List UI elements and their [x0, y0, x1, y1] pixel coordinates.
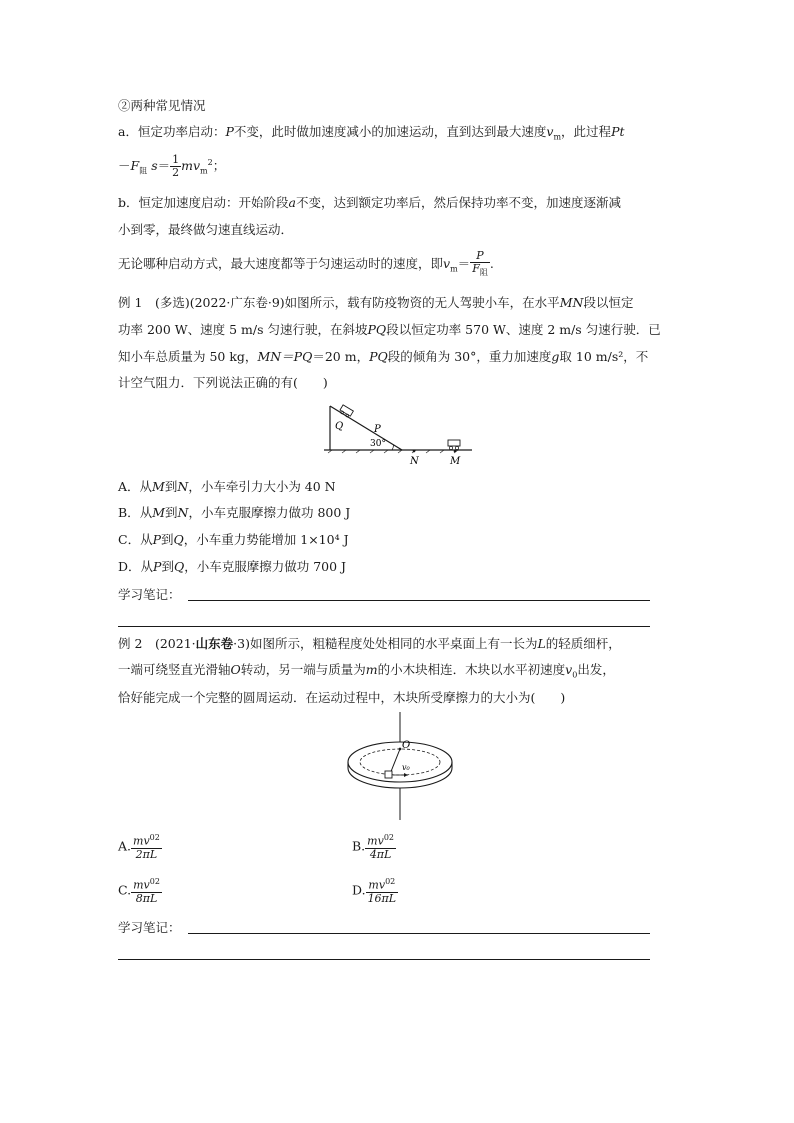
notes-rule [188, 933, 650, 934]
label-Q: Q [335, 421, 344, 432]
example1-line3: 知小车总质量为 50 kg，MN＝PQ＝20 m，PQ段的倾角为 30°，重力加速度g取 10 m/s²，不 [118, 349, 649, 364]
example1-line1: 例 1 (多选)(2022·广东卷·9)如图所示，载有防疫物资的无人驾驶小车，在水平MN段以恒定 [118, 295, 634, 310]
option-a: A. $\frac{mv^{02}}{2\pi L}$ [118, 833, 160, 861]
notes-rule [118, 959, 650, 960]
item-b-line1: b．恒定加速度启动：开始阶段a不变，达到额定功率后，然后保持功率不变，加速度逐渐减 [118, 195, 621, 210]
example2-notes-label: 学习笔记： [118, 920, 181, 935]
label-O: O [402, 740, 411, 751]
label-angle: 30° [370, 439, 386, 449]
answer-fraction: $\frac{mv^{02}}{8\pi L}$ [133, 877, 160, 905]
item-a-line1: a．恒定功率启动：P不变，此时做加速度减小的加速运动，直到达到最大速度$v_m$，此过程Pt [118, 124, 625, 142]
notes-rule [188, 600, 650, 601]
option-c: C. $\frac{mv^{02}}{8\pi L}$ [118, 877, 160, 905]
label-N: N [410, 456, 419, 467]
example1-line4: 计空气阻力．下列说法正确的有( ) [118, 375, 328, 390]
label-P: P [374, 424, 381, 435]
example2-label: 例 2 [118, 636, 143, 651]
option-d: D．从P到Q，小车克服摩擦力做功 700 J [118, 559, 347, 574]
answer-fraction: $\frac{mv^{02}}{2\pi L}$ [133, 833, 160, 861]
notes-rule [118, 626, 650, 627]
option-a: A．从M到N，小车牵引力大小为 40 N [118, 479, 336, 494]
item-b-line2: 小到零，最终做匀速直线运动． [118, 222, 294, 237]
table-figure [338, 712, 462, 820]
one-half-fraction: $\frac{1}{2}$ [172, 153, 180, 180]
answer-fraction: $\frac{mv^{02}}{4\pi L}$ [367, 833, 395, 861]
example1-label: 例 1 [118, 295, 143, 310]
incline-figure [322, 398, 482, 470]
summary-line: 无论哪种启动方式，最大速度都等于匀速运动时的速度，即$v_m=$ $\frac{P}{F_阻}$ . [118, 249, 494, 278]
label-M: M [450, 456, 461, 467]
section-heading: ②两种常见情况 [118, 98, 206, 113]
max-speed-fraction: $\frac{P}{F_阻}$ [472, 249, 488, 278]
example1-line2: 功率 200 W、速度 5 m/s 匀速行驶，在斜坡PQ段以恒定功率 570 W、速度 2 m/s 匀速行驶．已 [118, 322, 661, 337]
option-d: D. $\frac{mv^{02}}{16\pi L}$ [352, 877, 397, 905]
option-b: B. $\frac{mv^{02}}{4\pi L}$ [352, 833, 395, 861]
label-v0: v₀ [402, 763, 410, 772]
option-c: C．从P到Q，小车重力势能增加 1×10⁴ J [118, 532, 349, 547]
answer-fraction: $\frac{mv^{02}}{16\pi L}$ [367, 877, 397, 905]
example2-line3: 恰好能完成一个完整的圆周运动．在运动过程中，木块所受摩擦力的大小为( ) [118, 690, 566, 705]
example2-line2: 一端可绕竖直光滑轴O转动，另一端与质量为m的小木块相连．木块以水平初速度$v_0$出发， [118, 662, 615, 680]
example1-notes-label: 学习笔记： [118, 587, 181, 602]
example2-line1: 例 2 (2021·山东卷·3)如图所示，粗糙程度处处相同的水平桌面上有一长为L的轻质细杆， [118, 636, 621, 651]
option-b: B．从M到N，小车克服摩擦力做功 800 J [118, 505, 351, 520]
item-a-line2: $-F_阻$ s＝ $\frac{1}{2}$ $mv_m^2$； [118, 153, 226, 180]
